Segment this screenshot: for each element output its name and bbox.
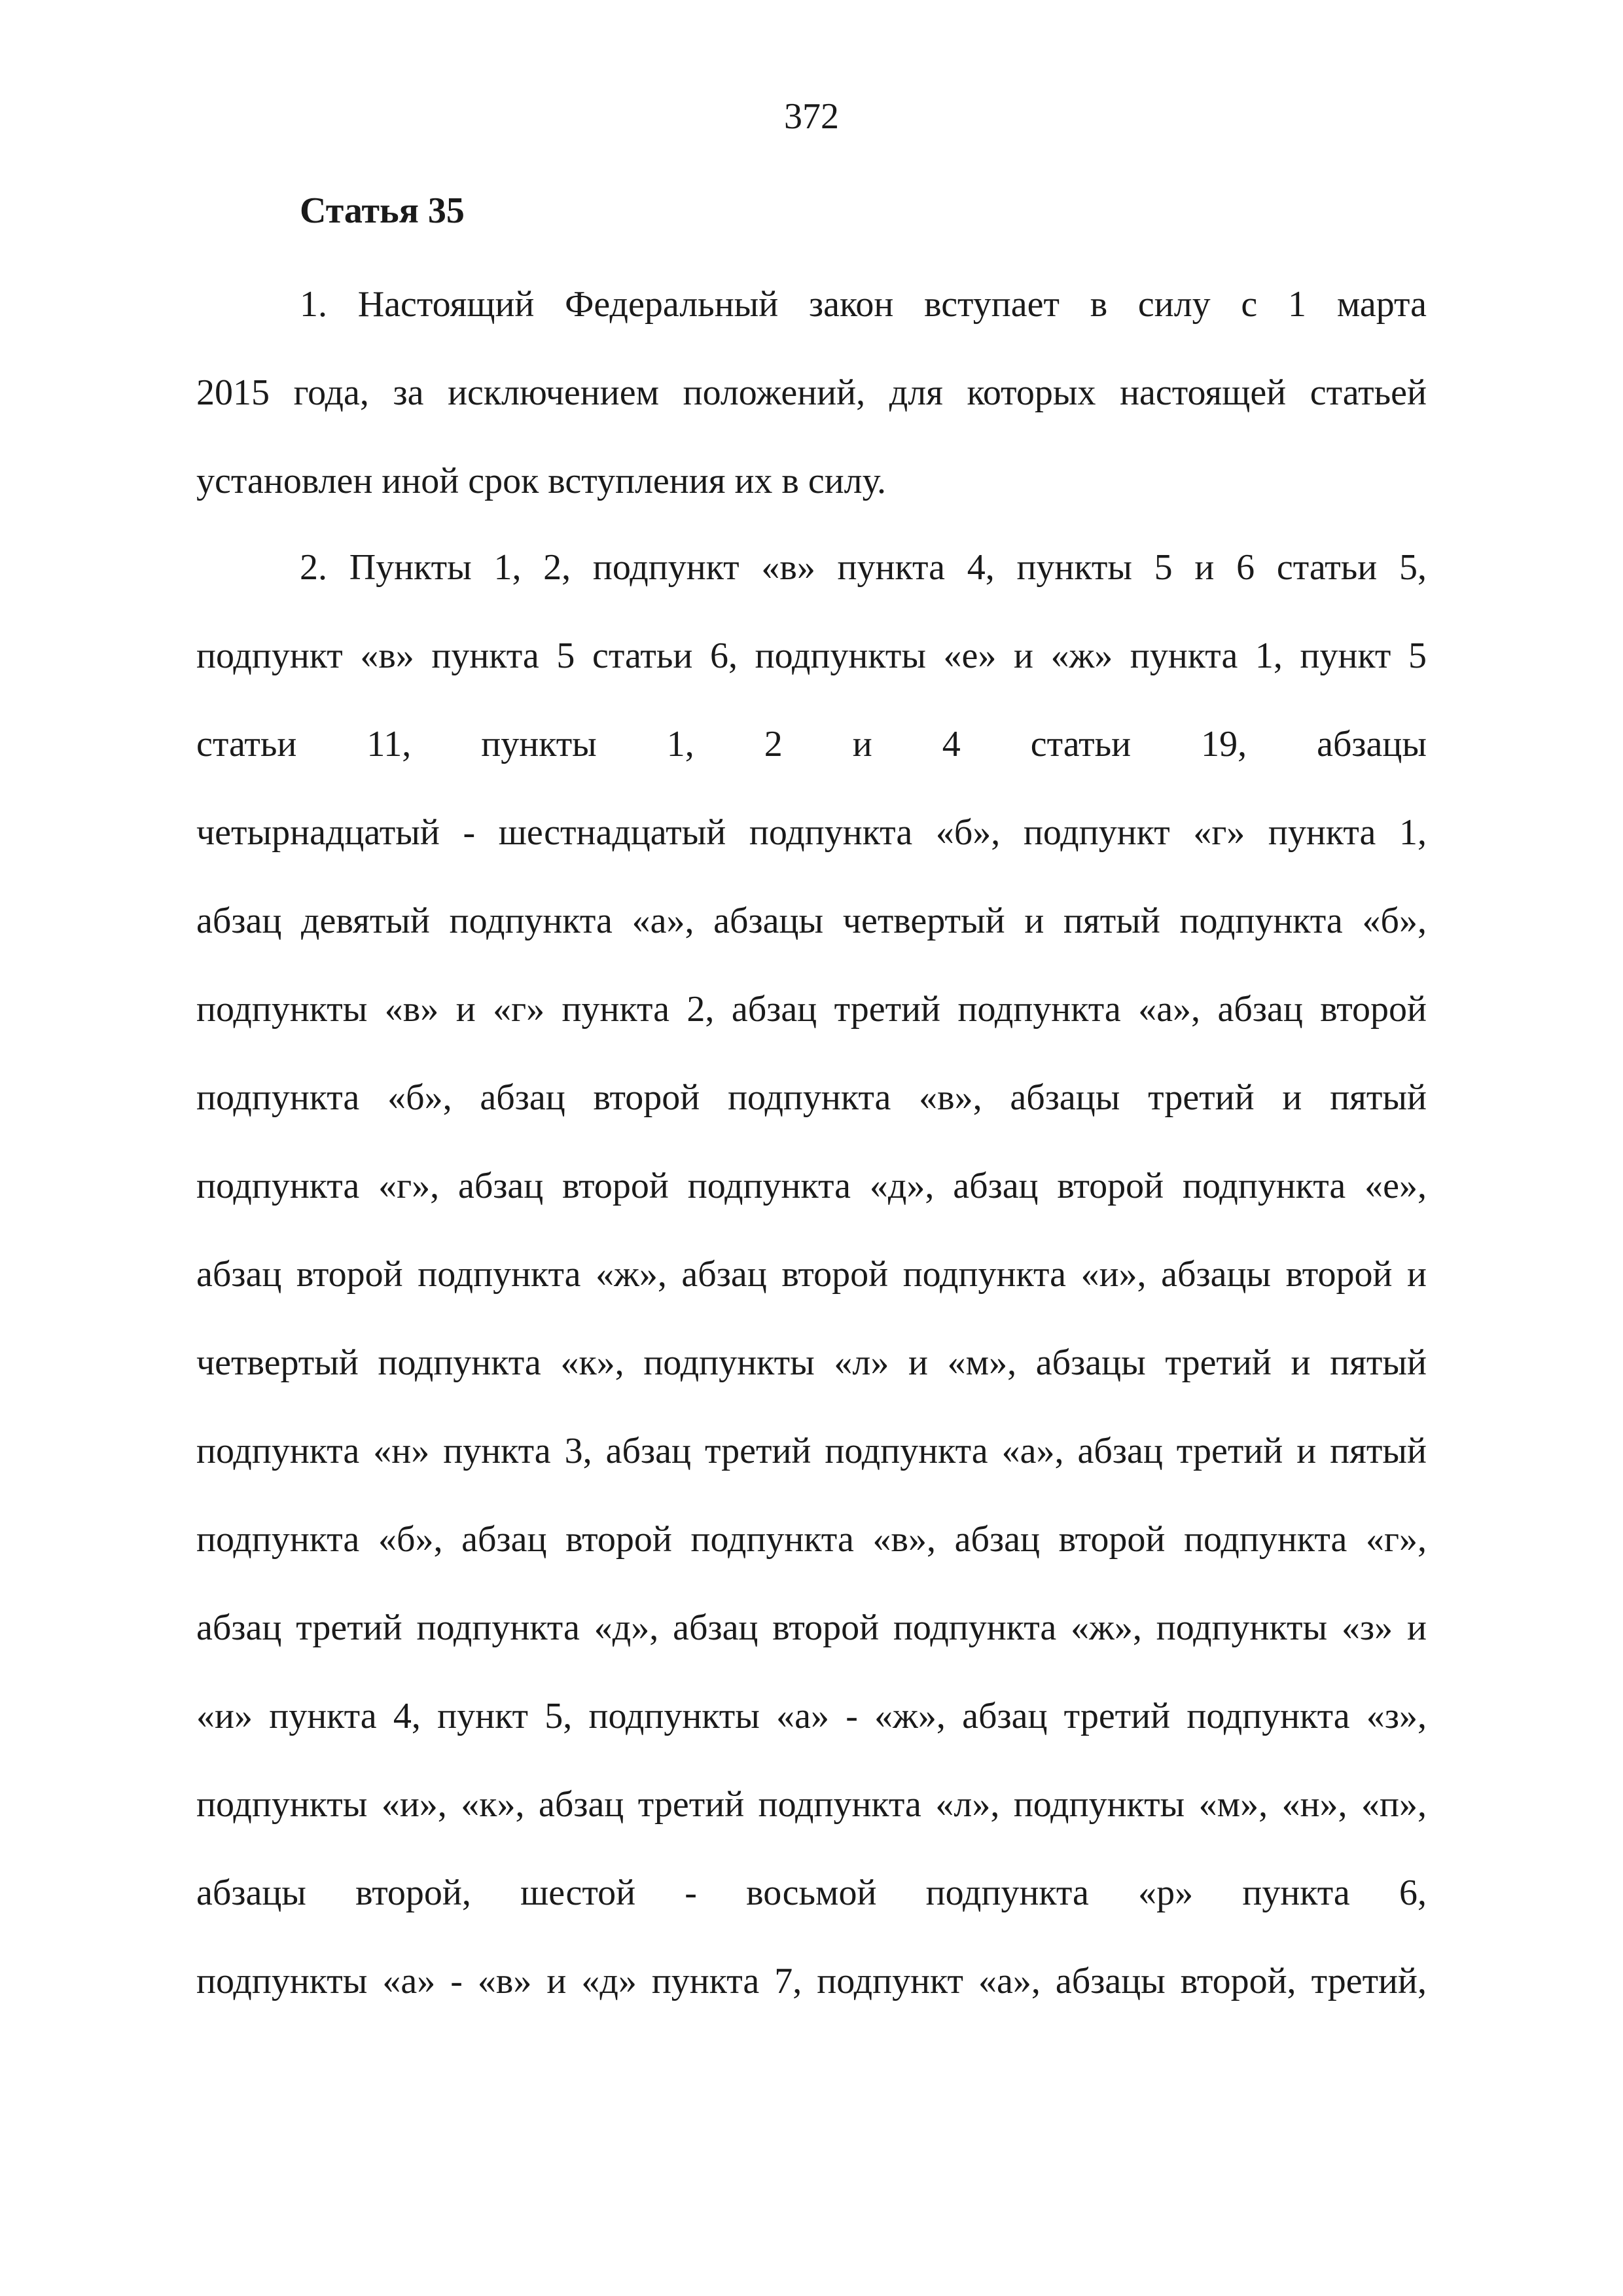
paragraph-line: подпункта «г», абзац второй подпункта «д», абзац второй подпункта «е»,: [196, 1166, 1427, 1206]
paragraph-line: абзац третий подпункта «д», абзац второй подпункта «ж», подпункты «з» и: [196, 1607, 1427, 1648]
paragraph-line: 1. Настоящий Федеральный закон вступает в силу с 1 марта: [300, 284, 1427, 325]
paragraph-line: 2015 года, за исключением положений, для которых настоящей статьей: [196, 372, 1427, 413]
paragraph-line: подпункты «а» - «в» и «д» пункта 7, подпункт «а», абзацы второй, третий,: [196, 1961, 1427, 2001]
paragraph-line: подпункты «и», «к», абзац третий подпункта «л», подпункты «м», «н», «п»,: [196, 1784, 1427, 1825]
paragraph-line: 2. Пункты 1, 2, подпункт «в» пункта 4, пункты 5 и 6 статьи 5,: [300, 547, 1427, 588]
paragraph-1: [196, 260, 1427, 526]
paragraph-line: установлен иной срок вступления их в силу.: [196, 461, 887, 501]
paragraph-line: абзацы второй, шестой - восьмой подпункта «р» пункта 6,: [196, 1873, 1427, 1913]
paragraph-line: «и» пункта 4, пункт 5, подпункты «а» - «ж», абзац третий подпункта «з»,: [196, 1696, 1427, 1736]
paragraph-line: четырнадцатый - шестнадцатый подпункта «б», подпункт «г» пункта 1,: [196, 812, 1427, 853]
paragraph-line: подпункта «н» пункта 3, абзац третий подпункта «а», абзац третий и пятый: [196, 1431, 1427, 1471]
paragraph-2: [196, 524, 1427, 2026]
paragraph-line: подпункт «в» пункта 5 статьи 6, подпункты «е» и «ж» пункта 1, пункт 5: [196, 636, 1427, 676]
paragraph-line: статьи 11, пункты 1, 2 и 4 статьи 19, абзацы: [196, 724, 1427, 764]
article-title: Статья 35: [300, 190, 465, 231]
paragraph-line: подпункта «б», абзац второй подпункта «в», абзац второй подпункта «г»,: [196, 1519, 1427, 1560]
page-number: 372: [784, 96, 839, 137]
paragraph-line: абзац девятый подпункта «а», абзацы четвертый и пятый подпункта «б»,: [196, 901, 1427, 941]
paragraph-line: подпункта «б», абзац второй подпункта «в», абзацы третий и пятый: [196, 1077, 1427, 1118]
paragraph-line: абзац второй подпункта «ж», абзац второй подпункта «и», абзацы второй и: [196, 1254, 1427, 1295]
paragraph-line: четвертый подпункта «к», подпункты «л» и «м», абзацы третий и пятый: [196, 1342, 1427, 1383]
paragraph-line: подпункты «в» и «г» пункта 2, абзац третий подпункта «а», абзац второй: [196, 989, 1427, 1030]
